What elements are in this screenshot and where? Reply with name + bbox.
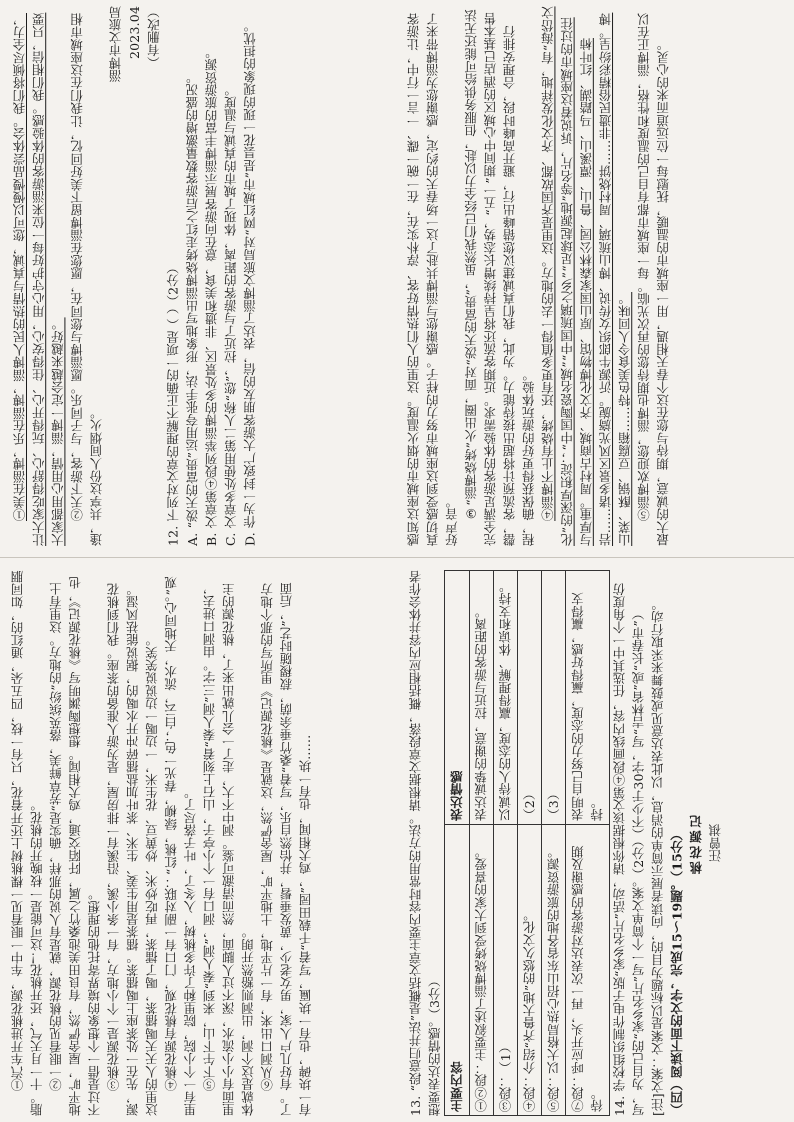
lower-half xyxy=(4,566,790,1118)
letter-note: （有删改） xyxy=(146,6,162,70)
table-header-content: 主要内容 xyxy=(445,825,469,1116)
letter-signature: 淄博市文旅局 xyxy=(108,6,124,83)
lower-right-column xyxy=(406,570,788,1116)
question-12-option-b: B. 文章第④段列举淄博的多处景区、非遗和美食，意在向游客展示淄博丰富的旅游资源。 xyxy=(204,45,220,546)
question-12-option-a: A. “泼天的富贵”运用夸张手法，形象地写出淄博烧烤走红之后游客数量激增的盛况。 xyxy=(184,70,200,546)
table-row xyxy=(518,571,542,1116)
letter-date: 2023.04 xyxy=(127,6,143,60)
letter-paragraph-6: ①美在淄博，乐在淄博，淄博人民的热情与真诚，您可以慢慢品尝体会。我们将倾尽全力，让大家吃得舒心、玩得开心、住得安心，用心守护好每一位来淄游客的体验感。我们相信，只要大家都用心用情，淄博一定会越来越好。 xyxy=(12,12,66,546)
upper-left-column xyxy=(10,6,402,546)
table-row xyxy=(469,571,493,1116)
table-cell: 表达诚挚的谢意，拉近与游客的距离。 xyxy=(469,571,493,825)
letter-paragraph-2: 感知这座城市的烟火温度。这里的人们热情好客、淳朴实在，在一碗一碟、一言一行中，让游客真切感受到这座城市努力的样子。感谢您与淄博共赴了这一场春天的约定，感谢您为淄博带来了好声音。 xyxy=(406,12,460,546)
table-cell-blank-1[interactable]: ③段：（1） xyxy=(493,825,517,1116)
table-cell: 表明自己努力的态度，赢得好感，赢得支持。 xyxy=(566,571,609,825)
table-cell: ④段：介绍“齐鲁大地”的悠久文化。 xyxy=(518,825,542,1116)
question-13: 13. “段意归并法”是概括文章主要内容时常用的方法。请根据文章段落，概括相应内容并体会作者想要表达的情感。（3分） xyxy=(408,570,443,1116)
question-12-option-d: D. 作为一封致广大游客朋友的信，表达了淄博文旅局对“网红城市”是昙花一现的现象的担忧。 xyxy=(242,19,258,546)
essay-author: 汪曾祺 xyxy=(707,823,723,863)
table-row xyxy=(566,571,609,1116)
page-fold-divider xyxy=(0,557,794,558)
table-cell-blank-3[interactable]: （3） xyxy=(542,571,566,825)
letter-paragraph-5: ⑤淄博欢迎您，淄博也期待您的再次光临。每一座城市都有自己的温度和性格，淄博正在以最大的诚意，期待与您在这个春天相遇，用一座城市的温暖，抚慰每一位远道而来的心灵。 xyxy=(636,13,671,546)
lower-left-column xyxy=(8,570,404,1116)
question-14-note: [注]文案：文案是以标题为目的，向读者展示简单的消息，以此表达意见或鼓舞来采取行动。 xyxy=(650,597,666,1116)
letter-paragraph-3: ③“淄博烧烤”火出圈，面对“泼天的富贵”，虽然我们已经全力以赴，但服务供给可能还无法完全满足游客的体验需求。近期客流还将呈持续增长态势，“五一”期间中心城区的酒店已基本售罄，客流预计将超出接待能力。为此，我们真诚建议您错峰出行，避开高峰时段，合理安排行程，确保获得更好的游玩体验。 xyxy=(463,9,537,546)
table-cell: 以诚待人的态度，赢得理解、体谅和支持。 xyxy=(493,571,517,825)
essay-paragraph-5: ⑤下午下山，来到“秦人洞”，洞口有一个小亭子，山石上刻着“秦人洞”三字。由洞口进去，里面有小小流水，深不过人脚面，然而清澈可鉴。洞中不大，走了一会儿就出来了，桃花源的主体就是这个洞，出洞则豁然开朗。 xyxy=(202,582,256,1116)
question-13-table xyxy=(444,570,609,1116)
table-cell: ⑤段：以大格局热心招山东省各地的旅游资源。 xyxy=(542,825,566,1116)
upper-half xyxy=(4,0,790,552)
table-header-emotion: 表达情感 xyxy=(445,571,469,825)
question-12-option-c: C. 文章多处使用第二人称“您”，拉近了与游客的距离，体现了城市的真诚与温度。 xyxy=(223,83,239,546)
table-row xyxy=(493,571,517,1116)
table-row xyxy=(445,571,469,1116)
table-cell-blank-2[interactable]: （2） xyxy=(518,571,542,825)
table-cell: ①②段：主要叙述了淄博烧烤受到大家的喜爱。 xyxy=(469,825,493,1116)
upper-right-column xyxy=(404,6,788,546)
table-cell: ⑦段：呼应开头，再一次表达对游客的感谢及期待。 xyxy=(566,825,609,1116)
letter-paragraph-7: ②天下游客，与子同乐。愿淄博与您同在，愿您在淄博留下美好回忆，让我们在这座城市相逢，共享这份人间烟火。 xyxy=(69,13,104,546)
letter-paragraph-4-underlined: ④淄博不止有烧烤，还有更多值得一去的地方。这里是齐国故都、齐文化发祥地，有“海岱文化”的深厚积淀；“中国陶瓷名城”“中国琉璃之乡”“足球起源地”等名片，诉说着这座城市的过往与厚重。周村古商城、齐文化博物馆、原山国家森林公园、鲁山、潭溪山、马踏湖、红叶柿岩……诸多景区风光旖旎。沂源牛郎织女传说、博山琉璃、周村烧饼……非遗民俗精彩纷呈。博山菜、酥锅、豆腐箱……特色美食令人回味。 xyxy=(540,6,633,546)
essay-paragraph-4: ④桃花源有桃花观，门口有一副对联：“红桃，绿柳，春光一色；白云，流水，天地同心。”观里有一个小院，院里种了许多桃树，入冬了，叶子落尽了。 xyxy=(163,576,198,1116)
question-14: 14. 学校组织制作电子版“家乡名片”活动，请你根据该文第④段画线内容，任选其中一个角度仿写，为自己的“家乡名片”写一个简单文案。（2分）（不少于30字，写“吉林省”或“长春市”） xyxy=(611,582,647,1116)
essay-paragraph-2: ②一眼看见的桃花源，就是有人说的那样，确实是“芳草鲜美，落英缤纷”的地方。这里有土地平旷，屋舍俨然，有良田美池桑竹之属，阡陌交通，鸡犬相闻。想想陶渊明写《桃花源记》，也不过是借一个想象的境界寄托他的理想。 xyxy=(48,576,102,1116)
essay-paragraph-1: ①汽车开进桃花源，车中一眼看见一棵桃树上还开着花，只有一枝，四五朵，通红的，如同胭脂。十一月天气，还开桃花！这可能是一枝晚开的桃花。 xyxy=(10,570,45,1116)
table-row xyxy=(542,571,566,1116)
section-4-heading: （四）阅读下面的文字，完成15～19题。（15分） xyxy=(669,827,685,1116)
essay-paragraph-3: ③桃花源是一个小地方，有一条小溪，沿溪有一排房屋，是为游人准备的茶座。我们到桃花源，先在一处茶座上喝擂茶。擂茶是用生姜、生米、茶叶加盐擂碎冲开水喝的，据说能祛风湿。这里的人天天喝擂茶，喝了擂茶，再吃炒米、炒黄豆、花生米，一边喝一边说说笑笑。 xyxy=(106,582,160,1116)
essay-paragraph-6: ⑥从洞口出来，有一片平地，土地平旷，屋舍俨然，这就是《桃花源记》里所写的那个地方了。有好几户人家，男女老少，黄发垂髫，并怡然自乐，写着“桑竹垂余荫，菽稷随时艺”，后面有一块碑，也有一块匾，写着“千载田园”，鸡犬相闻，也有一块…… xyxy=(259,582,314,1116)
question-12: 12. 下列对文章的理解不正确的一项是（ ）（2分） xyxy=(165,261,181,546)
essay-title: 桃花源记 xyxy=(688,812,704,874)
